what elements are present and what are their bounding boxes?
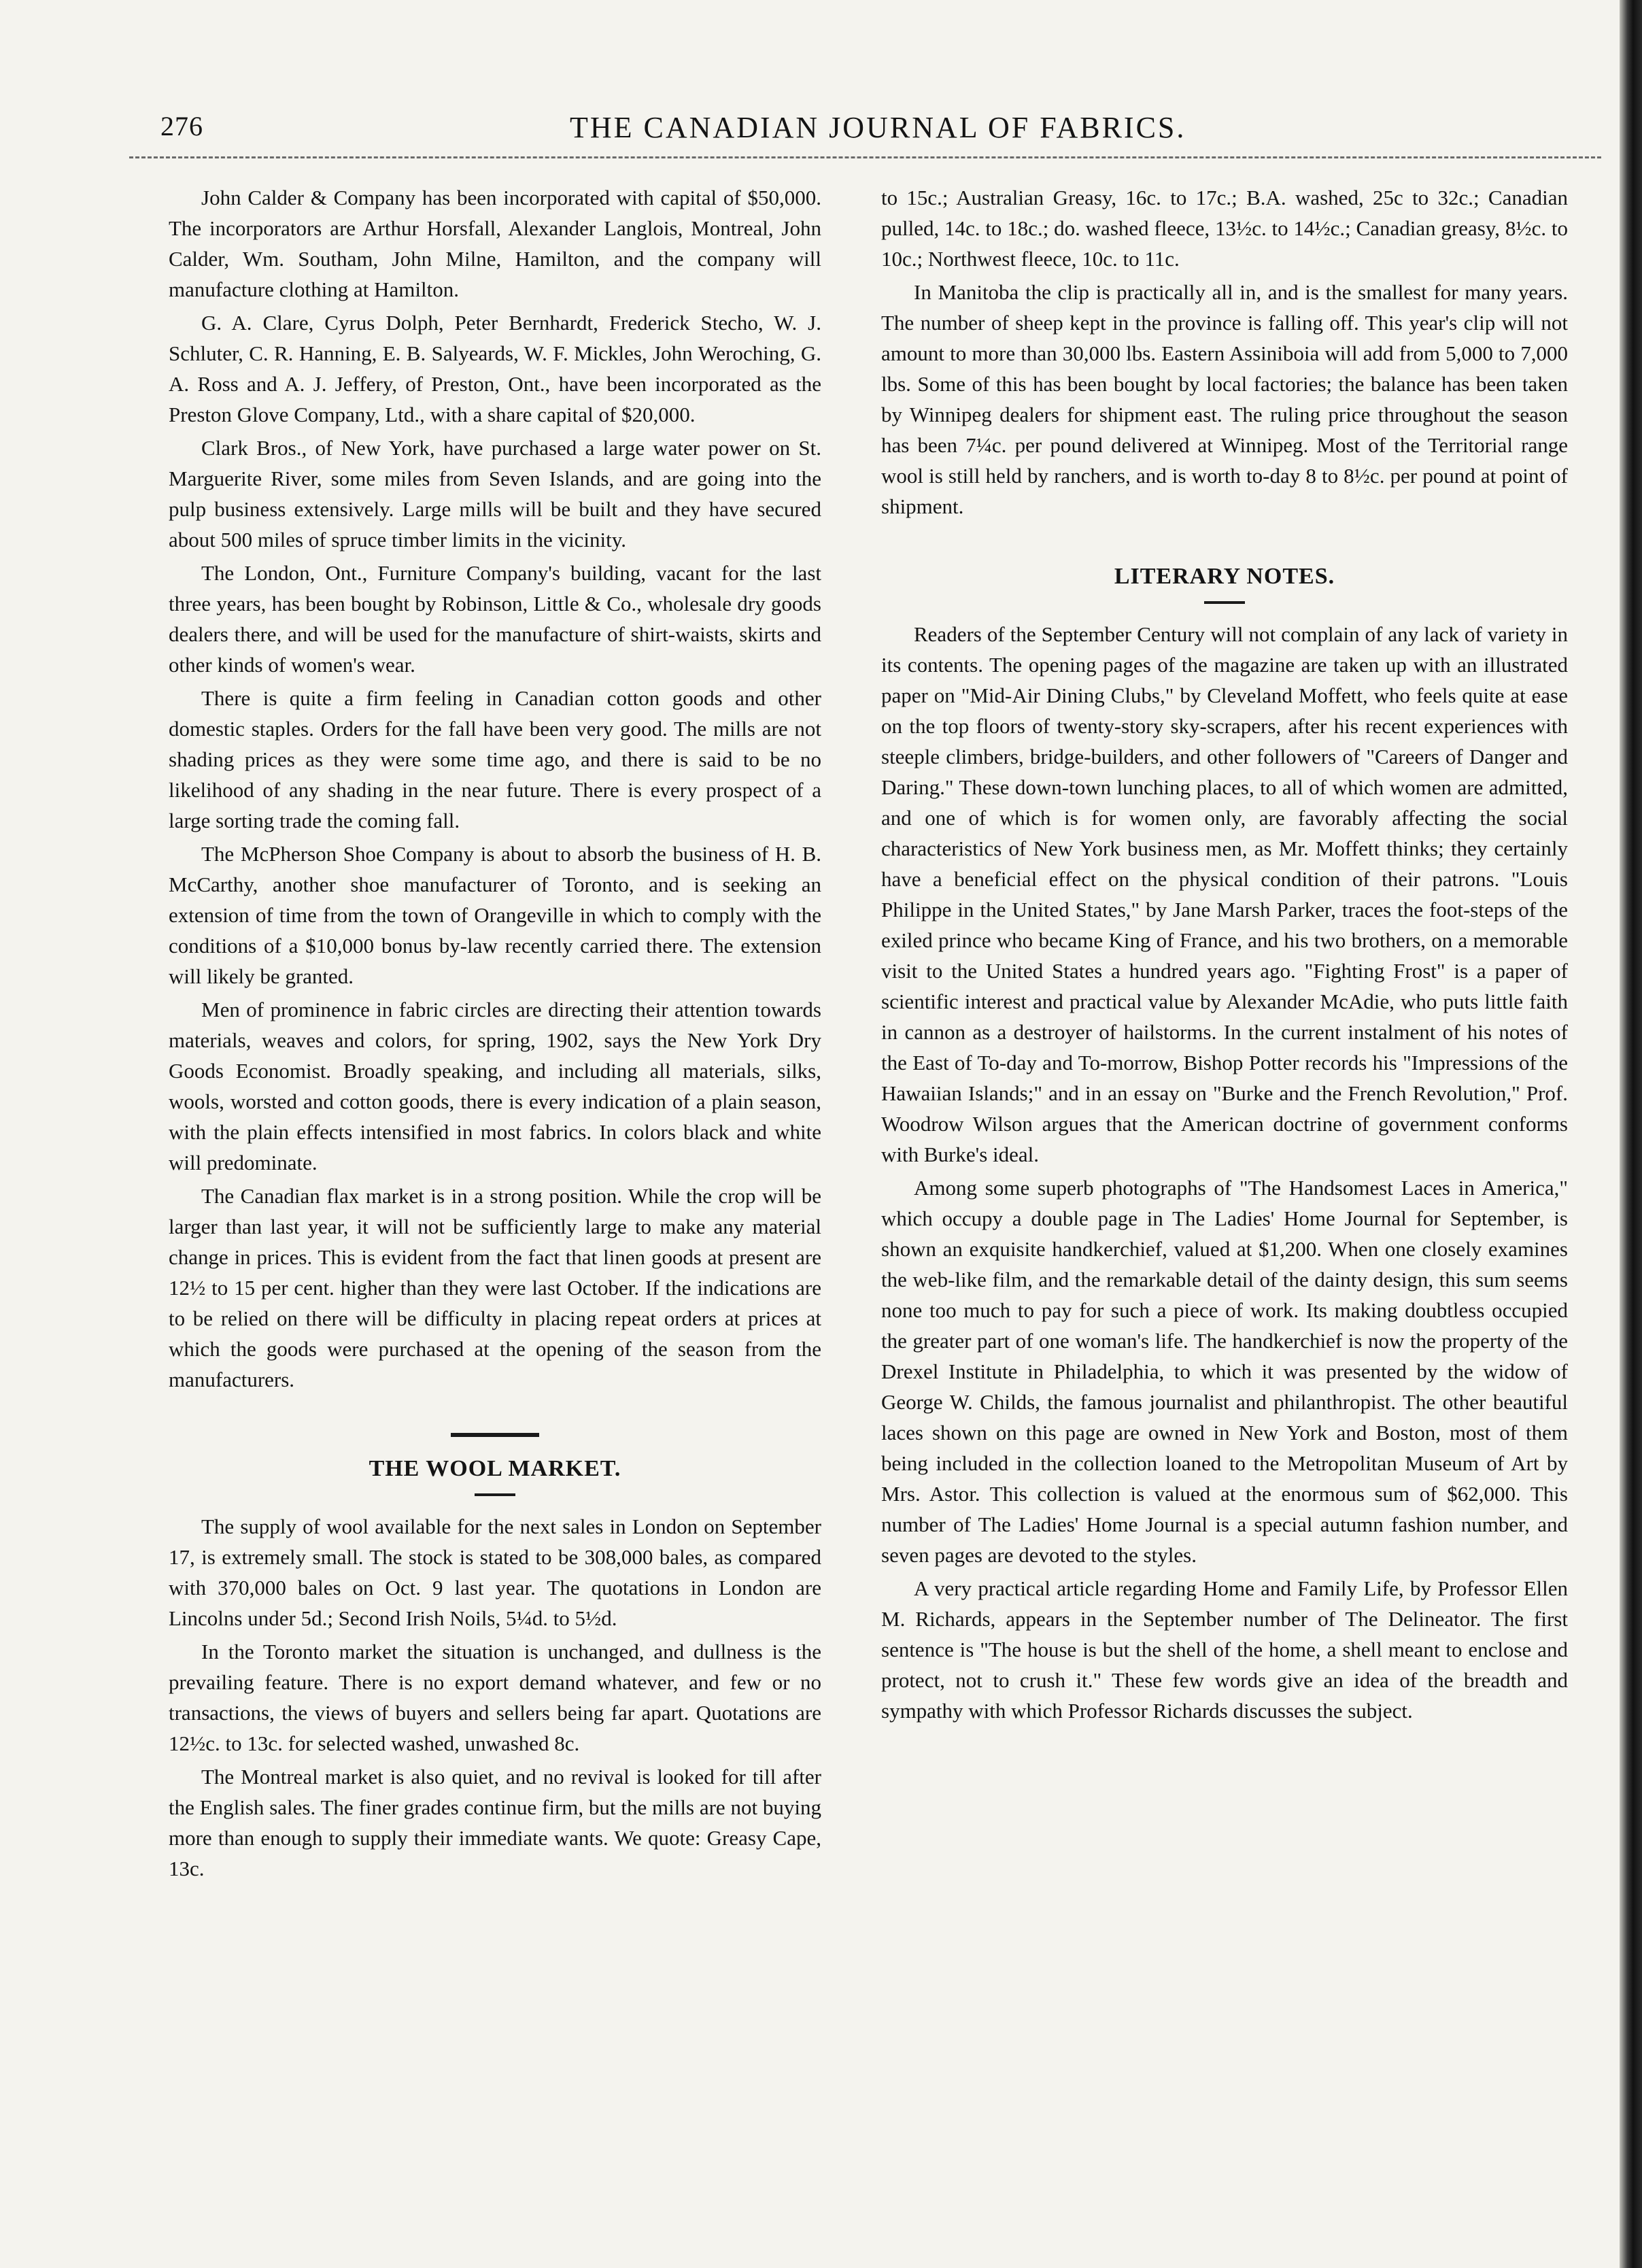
news-paragraph: The McPherson Shoe Company is about to absorb the business of H. B. McCarthy, another shoe manufacturer of Toronto, and is seeking an extension of time from the town of Orangeville in which to comply with the conditions of a $10,000 bonus by-law recently carried there. The extension will likely be granted. bbox=[169, 842, 821, 988]
wool-paragraph: In the Toronto market the situation is unchanged, and dullness is the prevailing feature. There is no export demand whatever, and few or no transactions, the views of buyers and sellers being far apart. Quotations are 12½c. to 13c. for selected washed, unwashed 8c. bbox=[169, 1640, 821, 1755]
news-paragraph: The London, Ont., Furniture Company's building, vacant for the last three years, has been bought by Robinson, Little & Co., wholesale dry goods dealers there, and will be used for the manufacture of shirt-waists, skirts and other kinds of women's wear. bbox=[169, 561, 821, 677]
news-paragraph: Men of prominence in fabric circles are directing their attention towards materials, weaves and colors, for spring, 1902, says the New York Dry Goods Economist. Broadly speaking, and including all materials, silks, wools, worsted and cotton goods, there is every indication of a plain season, with the plain effects intensified in most fabrics. In colors black and white will predominate. bbox=[169, 998, 821, 1174]
section-divider bbox=[451, 1433, 539, 1437]
header-rule bbox=[129, 156, 1601, 158]
news-paragraph: John Calder & Company has been incorporated with capital of $50,000. The incorporators are Arthur Horsfall, Alexander Langlois, Montreal, John Calder, Wm. Southam, John Milne, Hamilton, and the company will manufacture clothing at Hamilton. bbox=[169, 186, 821, 301]
page-number: 276 bbox=[160, 111, 203, 141]
news-paragraph: There is quite a firm feeling in Canadian cotton goods and other domestic staples. Orders for the fall have been very good. The mills are not shading prices as they were some time ago, and there is said to be no likelihood of any shading in the near future. There is every prospect of a large sorting trade the coming fall. bbox=[169, 686, 821, 832]
binding-edge bbox=[1620, 0, 1642, 2268]
wool-paragraph: The Montreal market is also quiet, and no revival is looked for till after the English sales. The finer grades continue firm, but the mills are not buying more than enough to supply their immediate wants. We quote: Greasy Cape, 13c. bbox=[169, 1765, 821, 1880]
literary-paragraph: Readers of the September Century will not complain of any lack of variety in its contents. The opening pages of the magazine are taken up with an illustrated paper on "Mid-Air Dining Clubs," by Cleveland Moffett, who feels quite at ease on the top floors of twenty-story sky-scrapers, after his recent experiences with steeple climbers, bridge-builders, and other followers of "Careers of Danger and Daring." These down-town lunching places, to all of which women are admitted, and one of which is for women only, are favorably affecting the social characteristics of New York business men, as Mr. Moffett thinks; they certainly have a beneficial effect on the physical condition of their patrons. "Louis Philippe in the United States," by Jane Marsh Parker, traces the foot-steps of the exiled prince who became King of France, and his two brothers, on a memorable visit to the United States a hundred years ago. "Fighting Frost" is a paper of scientific interest and practical value by Alexander McAdie, who puts little faith in cannon as a destroyer of hailstorms. In the current instalment of his notes of the East of To-day and To-morrow, Bishop Potter records his "Impressions of the Hawaiian Islands;" and in an essay on "Burke and the French Revolution," Prof. Woodrow Wilson argues that the American doctrine of government conforms with Burke's ideal. bbox=[881, 622, 1568, 1166]
wool-market-heading: THE WOOL MARKET. bbox=[369, 1456, 621, 1481]
news-paragraph: G. A. Clare, Cyrus Dolph, Peter Bernhardt, Frederick Stecho, W. J. Schluter, C. R. Hanning, E. B. Salyeards, W. F. Mickles, John Weroching, G. A. Ross and A. J. Jeffery, of Preston, Ont., have been incorporated as the Preston Glove Company, Ltd., with a share capital of $20,000. bbox=[169, 311, 821, 426]
heading-underline bbox=[1204, 601, 1245, 604]
wool-quote-continuation: to 15c.; Australian Greasy, 16c. to 17c.; B.A. washed, 25c to 32c.; Canadian pulled, 14c. to 18c.; do. washed fleece, 13½c. to 14½c.; Canadian greasy, 8½c. to 10c.; Northwest fleece, 10c. to 11c. bbox=[881, 186, 1568, 271]
heading-underline bbox=[475, 1493, 515, 1496]
news-paragraph: The Canadian flax market is in a strong position. While the crop will be larger than last year, it will not be sufficiently large to make any material change in prices. This is evident from the fact that linen goods at present are 12½ to 15 per cent. higher than they were last October. If the indications are to be relied on there will be difficulty in placing repeat orders at prices at which the goods were purchased at the opening of the season from the manufacturers. bbox=[169, 1184, 821, 1391]
wool-paragraph: The supply of wool available for the next sales in London on September 17, is extremely small. The stock is stated to be 308,000 bales, as compared with 370,000 bales on Oct. 9 last year. The quotations in London are Lincolns under 5d.; Second Irish Noils, 5¼d. to 5½d. bbox=[169, 1514, 821, 1630]
manitoba-paragraph: In Manitoba the clip is practically all in, and is the smallest for many years. The number of sheep kept in the province is falling off. This year's clip will not amount to more than 30,000 lbs. Eastern Assiniboia will add from 5,000 to 7,000 lbs. Some of this has been bought by local factories; the balance has been taken by Winnipeg dealers for shipment east. The ruling price throughout the season has been 7¼c. per pound delivered at Winnipeg. Most of the Territorial range wool is still held by ranchers, and is worth to-day 8 to 8½c. per pound at point of shipment. bbox=[881, 280, 1568, 518]
left-column bbox=[169, 182, 821, 1884]
literary-notes-heading: LITERARY NOTES. bbox=[1114, 564, 1335, 589]
literary-paragraph: A very practical article regarding Home and Family Life, by Professor Ellen M. Richards, appears in the September number of The Delineator. The first sentence is "The house is but the shell of the home, a shell meant to enclose and protect, not to crush it." These few words give an idea of the breadth and sympathy with which Professor Richards discusses the subject. bbox=[881, 1576, 1568, 1723]
news-paragraph: Clark Bros., of New York, have purchased a large water power on St. Marguerite River, some miles from Seven Islands, and are going into the pulp business extensively. Large mills will be built and they have secured about 500 miles of spruce timber limits in the vicinity. bbox=[169, 436, 821, 552]
literary-paragraph: Among some superb photographs of "The Handsomest Laces in America," which occupy a double page in The Ladies' Home Journal for September, is shown an exquisite handkerchief, valued at $1,200. When one closely examines the web-like film, and the remarkable detail of the dainty design, this sum seems none too much to pay for such a piece of work. Its making doubtless occupied the greater part of one woman's life. The handkerchief is now the property of the Drexel Institute in Philadelphia, to which it was presented by the widow of George W. Childs, the famous journalist and philanthropist. The other beautiful laces shown on this page are owned in New York and Boston, most of them being included in the collection loaned to the Metropolitan Museum of Art by Mrs. Astor. This collection is valued at the enormous sum of $62,000. This number of The Ladies' Home Journal is a special autumn fashion number, and seven pages are devoted to the styles. bbox=[881, 1176, 1568, 1567]
journal-title: THE CANADIAN JOURNAL OF FABRICS. bbox=[570, 111, 1186, 144]
right-column bbox=[881, 182, 1568, 1726]
